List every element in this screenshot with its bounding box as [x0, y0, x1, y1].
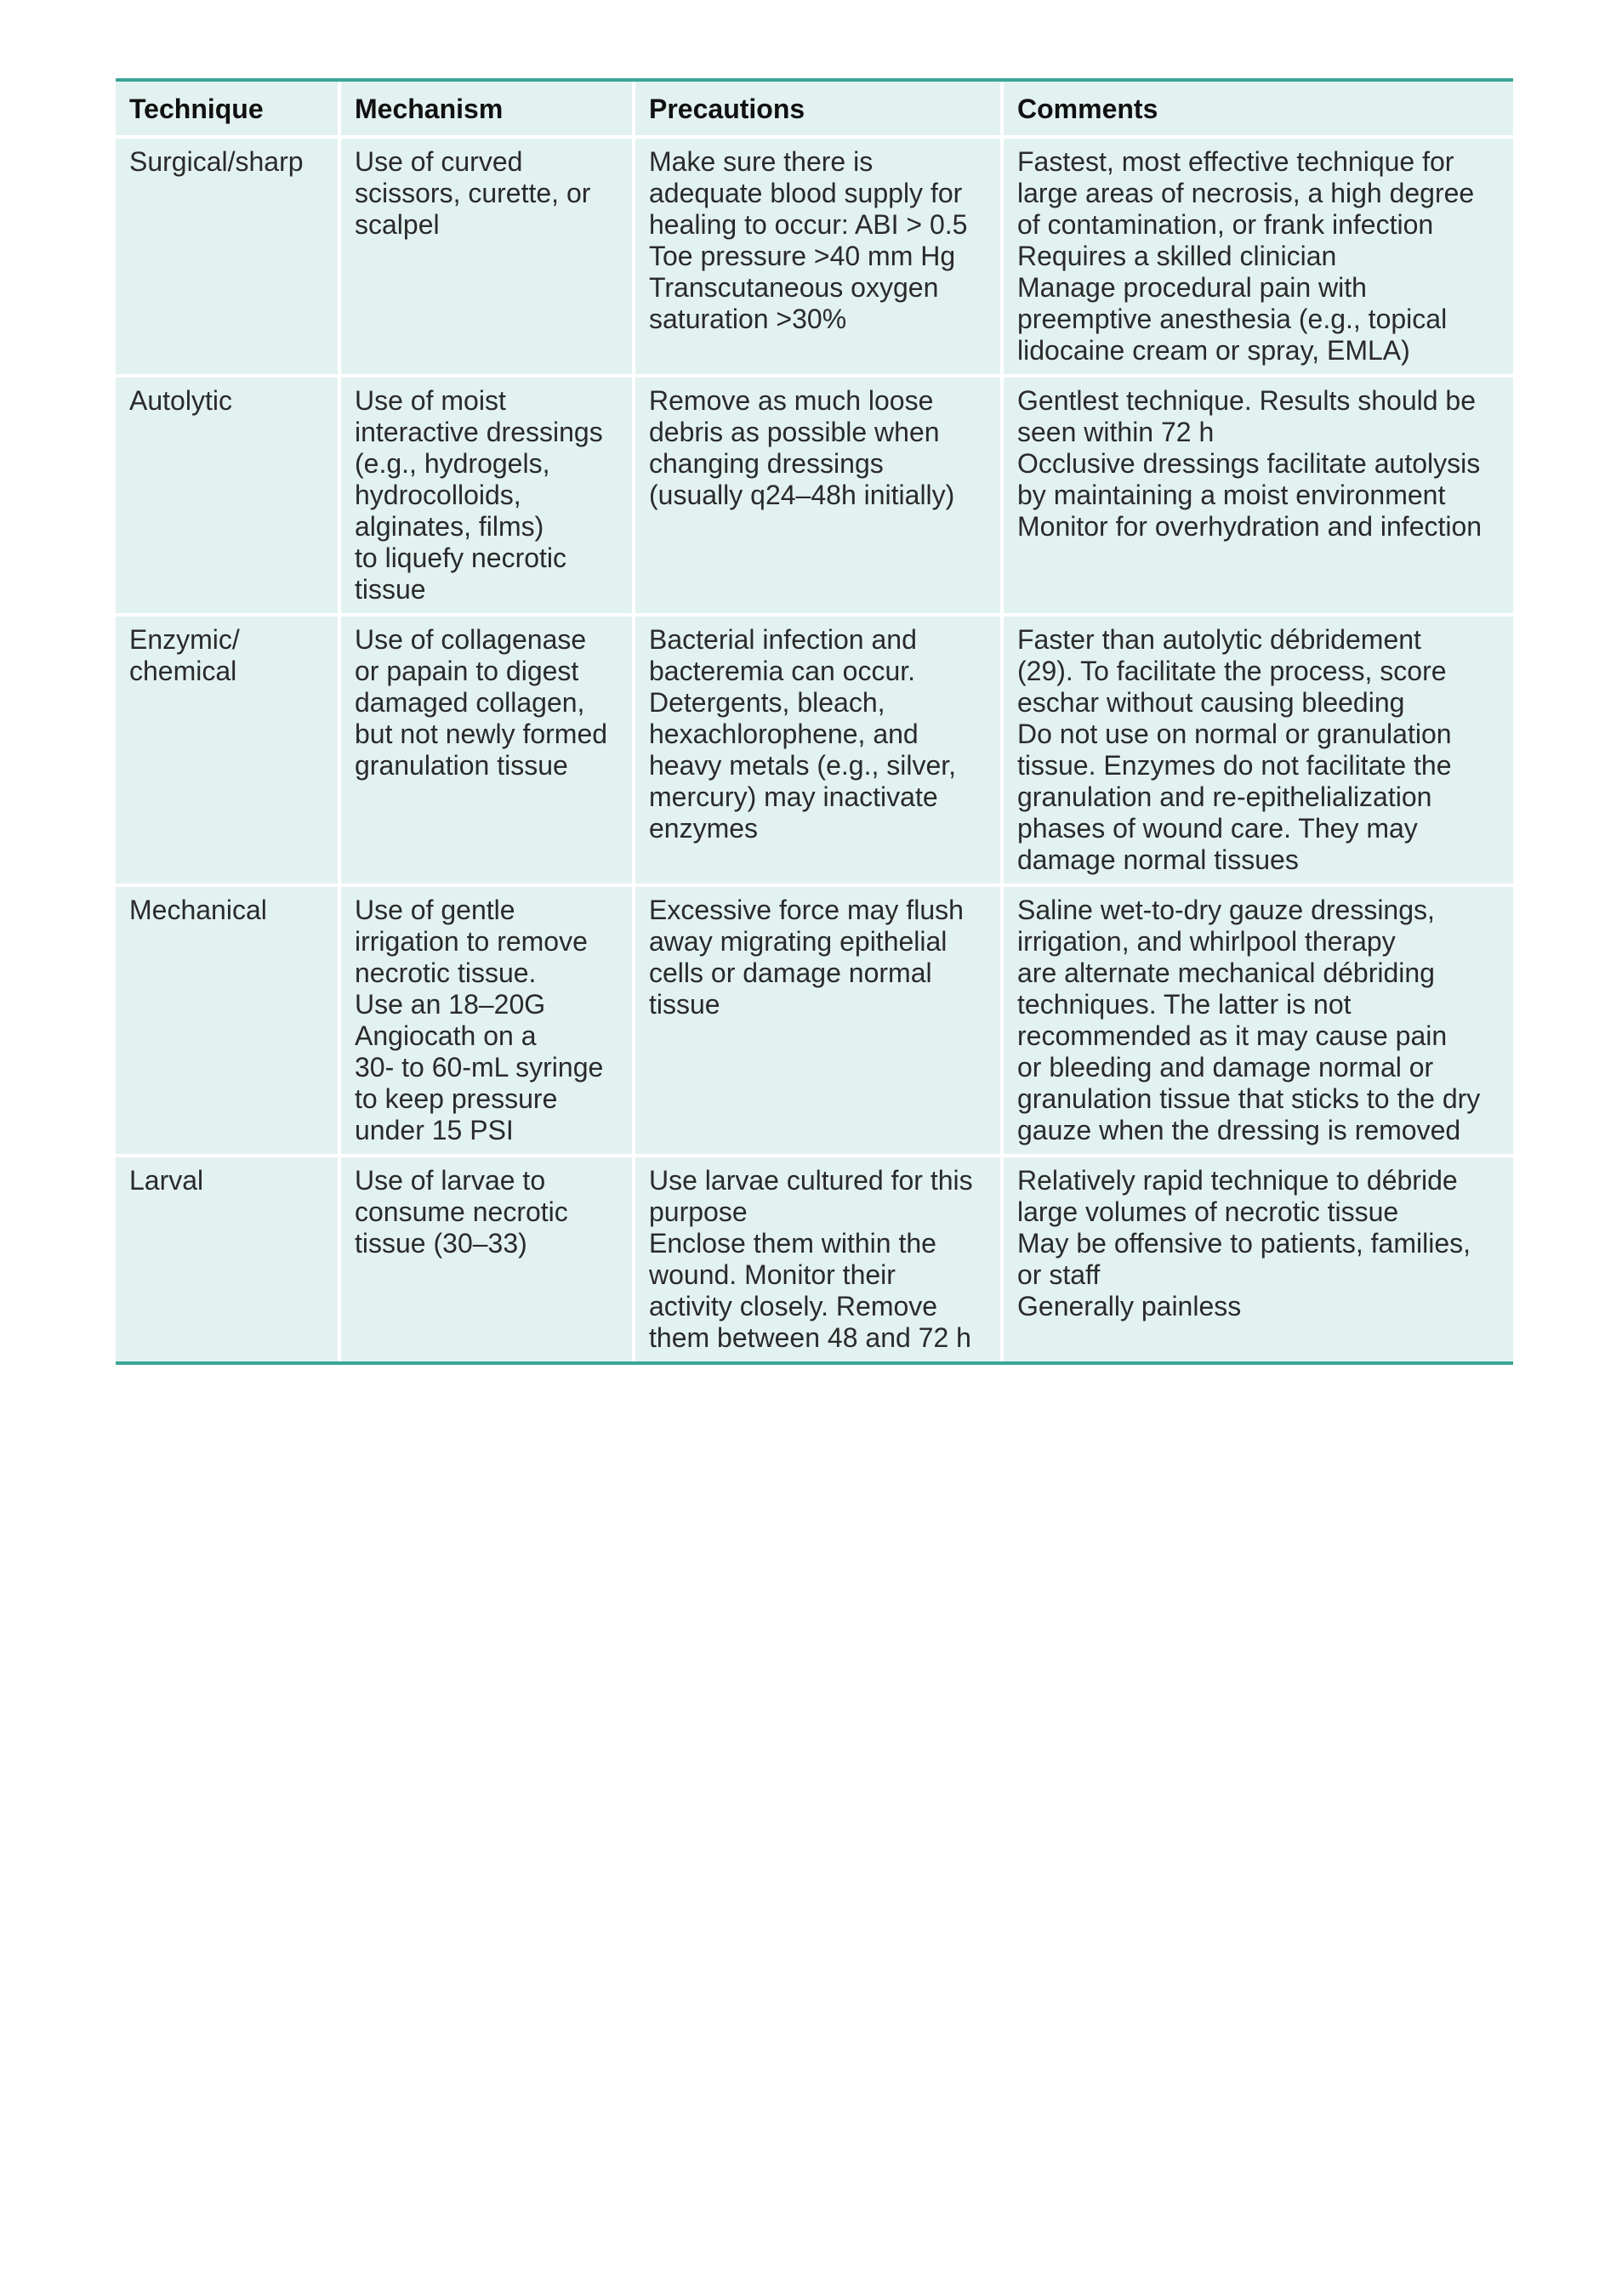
header-precautions: Precautions: [634, 82, 1002, 137]
header-comments: Comments: [1002, 82, 1513, 137]
cell-mechanism: Use of collagenase or papain to digest damaged collagen, but not newly formed granulation tissue: [339, 615, 634, 885]
table-row: [116, 1156, 1513, 1361]
cell-precautions: Remove as much loose debris as possible when changing dressings (usually q24–48h initially): [634, 376, 1002, 615]
cell-precautions: Bacterial infection and bacteremia can occur. Detergents, bleach, hexachlorophene, and heavy metals (e.g., silver, mercury) may inactivate enzymes: [634, 615, 1002, 885]
table-row: [116, 137, 1513, 376]
table-row: [116, 615, 1513, 885]
cell-mechanism: Use of larvae to consume necrotic tissue (30–33): [339, 1156, 634, 1361]
cell-comments: Fastest, most effective technique for large areas of necrosis, a high degree of contamination, or frank infection Requires a skilled clinician Manage procedural pain with preemptive anesthesia (e.g., topical lidocaine cream or spray, EMLA): [1002, 137, 1513, 376]
debridement-table-grid: [116, 82, 1513, 1361]
debridement-table: [116, 78, 1513, 1365]
cell-comments: Relatively rapid technique to débride large volumes of necrotic tissue May be offensive to patients, families, or staff Generally painless: [1017, 1165, 1471, 1321]
cell-technique: Larval: [116, 1156, 339, 1361]
cell-technique: Autolytic: [116, 376, 339, 615]
cell-technique: Surgical/sharp: [116, 137, 339, 376]
cell-precautions: Make sure there is adequate blood supply for healing to occur: ABI > 0.5 Toe pressure >40 mm Hg Transcutaneous oxygen saturation >30%: [634, 137, 1002, 376]
cell-comments: Saline wet-to-dry gauze dressings, irrigation, and whirlpool therapy are alternate mechanical débriding techniques. The latter is not recommended as it may cause pain or bleeding and damage normal or granulation tissue that sticks to the dry gauze when the dressing is removed: [1002, 885, 1513, 1156]
cell-technique: Mechanical: [116, 885, 339, 1156]
cell-precautions: Excessive force may flush away migrating epithelial cells or damage normal tissue: [634, 885, 1002, 1156]
cell-mechanism: Use of moist interactive dressings (e.g., hydrogels, hydrocolloids, alginates, films) to liquefy necrotic tissue: [339, 376, 634, 615]
table-row: [116, 376, 1513, 615]
cell-mechanism: Use of curved scissors, curette, or scalpel: [339, 137, 634, 376]
cell-precautions: Use larvae cultured for this purpose Enclose them within the wound. Monitor their activity closely. Remove them between 48 and 72 h: [634, 1156, 1002, 1361]
table-header-row: [116, 82, 1513, 137]
header-mechanism: Mechanism: [339, 82, 634, 137]
cell-technique: Enzymic/ chemical: [116, 615, 339, 885]
header-technique: Technique: [116, 82, 339, 137]
cell-comments: Gentlest technique. Results should be seen within 72 h Occlusive dressings facilitate autolysis by maintaining a moist environment Monitor for overhydration and infection: [1002, 376, 1513, 615]
cell-comments: Faster than autolytic débridement (29). To facilitate the process, score eschar without causing bleeding Do not use on normal or granulation tissue. Enzymes do not facilitate the granulation and re-epithelialization phases of wound care. They may damage normal tissues: [1002, 615, 1513, 885]
table-row: [116, 885, 1513, 1156]
cell-mechanism: Use of gentle irrigation to remove necrotic tissue. Use an 18–20G Angiocath on a 30- to 60-mL syringe to keep pressure under 15 PSI: [339, 885, 634, 1156]
